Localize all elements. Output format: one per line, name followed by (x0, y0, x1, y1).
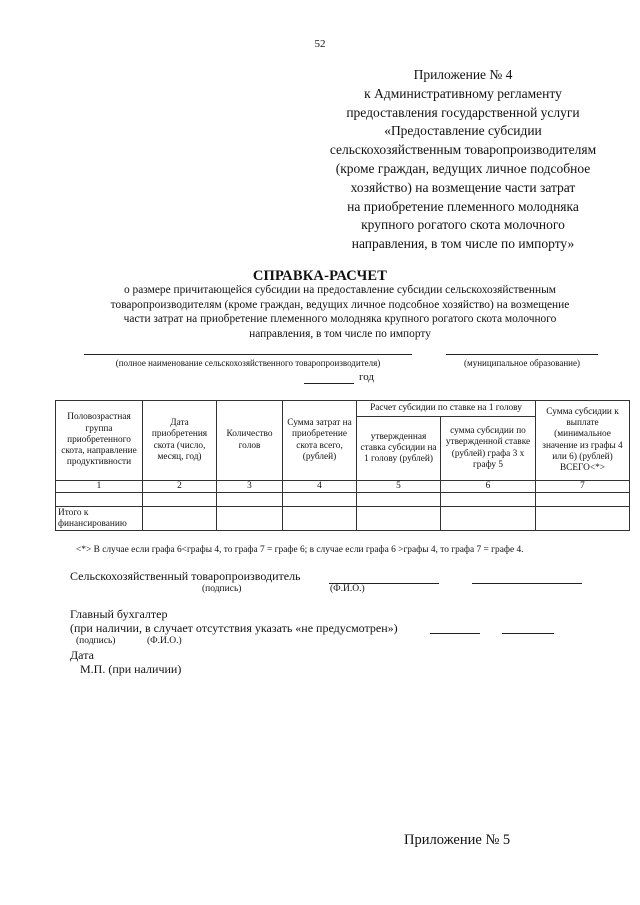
municipality-line[interactable] (446, 354, 598, 355)
column-number: 3 (217, 481, 283, 493)
year-line[interactable] (304, 383, 354, 384)
column-number: 5 (357, 481, 441, 493)
calculation-table (55, 400, 630, 531)
empty-cell[interactable] (536, 507, 630, 531)
total-row (56, 507, 630, 531)
subtitle-line: товаропроизводителям (кроме граждан, ведущих личное подсобное хозяйство) на возмещение (110, 298, 570, 311)
name-caption: (Ф.И.О.) (330, 584, 365, 594)
municipality-caption: (муниципальное образование) (464, 358, 580, 368)
empty-cell[interactable] (357, 493, 441, 507)
appendix-line: «Предоставление субсидии (384, 123, 542, 139)
document-title: СПРАВКА-РАСЧЕТ (252, 268, 388, 284)
empty-cell[interactable] (441, 493, 536, 507)
subtitle-line: направления, в том числе по импорту (249, 327, 431, 340)
subtitle-line: части затрат на приобретение племенного молодняка крупного рогатого скота молочного (123, 313, 557, 326)
header-col-5: утвержденная ставка субсидии на 1 голову (рублей) (357, 417, 441, 481)
producer-label: Сельскохозяйственный товаропроизводитель (70, 569, 301, 583)
column-number: 7 (536, 481, 630, 493)
appendix-line: хозяйство) на возмещение части затрат (350, 179, 576, 195)
empty-cell[interactable] (217, 493, 283, 507)
accountant-name-caption: (Ф.И.О.) (147, 636, 182, 646)
header-col-6: сумма субсидии по утвержденной ставке (рублей) графа 3 х графу 5 (441, 417, 536, 481)
appendix-line: Приложение № 4 (413, 67, 513, 82)
signature-caption: (подпись) (202, 584, 242, 594)
producer-name-line[interactable] (84, 354, 412, 355)
empty-cell[interactable] (143, 493, 217, 507)
empty-cell[interactable] (283, 493, 357, 507)
page-number: 52 (314, 38, 326, 50)
column-number: 4 (283, 481, 357, 493)
accountant-signature-caption: (подпись) (76, 636, 116, 646)
empty-cell[interactable] (56, 493, 143, 507)
column-number: 6 (441, 481, 536, 493)
stamp-label: М.П. (при наличии) (80, 662, 182, 676)
appendix-line: к Административному регламенту (364, 85, 562, 101)
producer-name-signature-line[interactable] (472, 583, 582, 584)
footnote: <*> В случае если графа 6<графы 4, то графа 7 = графе 6; в случае если графа 6 >графы 4, то графа 7 = графе 4. (76, 545, 524, 555)
appendix-line: сельскохозяйственным товаропроизводителям (329, 142, 597, 158)
header-col-4: Сумма затрат на приобретение скота всего, (рублей) (283, 401, 357, 481)
column-number: 1 (56, 481, 143, 493)
empty-cell[interactable] (283, 507, 357, 531)
empty-cell[interactable] (143, 507, 217, 531)
header-col-3: Количество голов (217, 401, 283, 481)
accountant-signature-line[interactable] (430, 633, 480, 634)
date-label: Дата (70, 648, 94, 662)
year-label: год (359, 371, 375, 383)
appendix-line: крупного рогатого скота молочного (361, 217, 565, 233)
appendix-line: (кроме граждан, ведущих личное подсобное (335, 160, 591, 176)
header-col-7: Сумма субсидии к выплате (минимальное значение из графы 4 или 6) (рублей) ВСЕГО<*> (536, 401, 630, 481)
document-subtitle (80, 283, 600, 341)
empty-cell[interactable] (536, 493, 630, 507)
accountant-note: (при наличии, в случает отсутствия указать «не предусмотрен») (70, 621, 398, 635)
subtitle-line: о размере причитающейся субсидии на предоставление субсидии сельскохозяйственным (124, 284, 556, 296)
empty-cell[interactable] (357, 507, 441, 531)
accountant-label: Главный бухгалтер (70, 607, 168, 621)
column-number: 2 (143, 481, 217, 493)
accountant-name-line[interactable] (502, 633, 554, 634)
appendix-line: предоставления государственной услуги (346, 104, 580, 120)
next-appendix-title: Приложение № 5 (404, 832, 511, 848)
total-label: Итого к финансированию (56, 507, 143, 531)
table-row (56, 493, 630, 507)
appendix-header (300, 66, 626, 254)
appendix-line: на приобретение племенного молодняка (347, 198, 579, 214)
empty-cell[interactable] (441, 507, 536, 531)
header-col-1: Половозрастная группа приобретенного скота, направление продуктивности (56, 401, 143, 481)
appendix-line: направления, в том числе по импорту» (351, 236, 575, 252)
empty-cell[interactable] (217, 507, 283, 531)
header-group-rate: Расчет субсидии по ставке на 1 голову (357, 401, 536, 417)
header-col-2: Дата приобретения скота (число, месяц, год) (143, 401, 217, 481)
producer-name-caption: (полное наименование сельскохозяйственного товаропроизводителя) (115, 358, 381, 368)
